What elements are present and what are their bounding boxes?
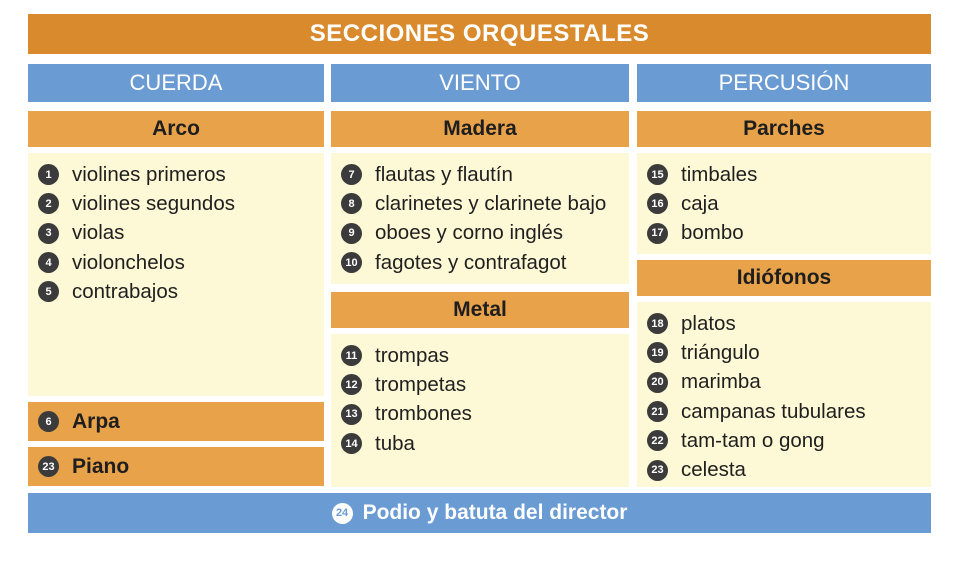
number-badge: 16 xyxy=(647,193,668,214)
instrument-label: oboes y corno inglés xyxy=(375,221,564,245)
instrument-label: tuba xyxy=(375,431,415,455)
list-item xyxy=(341,341,629,370)
number-badge: 20 xyxy=(647,372,668,393)
number-badge: 19 xyxy=(647,342,668,363)
list-item xyxy=(647,426,931,455)
number-badge: 7 xyxy=(341,164,362,185)
number-badge: 17 xyxy=(647,223,668,244)
footer-bar-podio xyxy=(28,493,931,533)
list-item xyxy=(341,248,629,277)
list-item xyxy=(341,160,629,189)
list-item xyxy=(341,219,629,248)
number-badge: 22 xyxy=(647,430,668,451)
instrument-label: trombones xyxy=(375,402,472,426)
group-heading-madera: Madera xyxy=(331,111,629,147)
number-badge: 23 xyxy=(38,456,59,477)
list-item xyxy=(647,455,931,484)
number-badge: 1 xyxy=(38,164,59,185)
list-item xyxy=(341,429,629,458)
instrument-label: violines segundos xyxy=(72,191,235,215)
list-item xyxy=(647,189,931,218)
list-item xyxy=(38,248,324,277)
list-item xyxy=(647,368,931,397)
column-heading-viento: VIENTO xyxy=(331,64,629,102)
group-heading-metal: Metal xyxy=(331,292,629,328)
list-arco xyxy=(28,153,324,396)
list-item xyxy=(38,189,324,218)
list-item xyxy=(647,160,931,189)
number-badge: 13 xyxy=(341,404,362,425)
group-heading-arco: Arco xyxy=(28,111,324,147)
instrument-label: Arpa xyxy=(72,409,120,433)
number-badge: 5 xyxy=(38,281,59,302)
instrument-label: clarinetes y clarinete bajo xyxy=(375,191,607,215)
group-heading-idiofonos: Idiófonos xyxy=(637,260,931,296)
instrument-label: violines primeros xyxy=(72,162,226,186)
list-item xyxy=(38,219,324,248)
instrument-label: violonchelos xyxy=(72,250,185,274)
instrument-label: timbales xyxy=(681,162,758,186)
instrument-label: trompetas xyxy=(375,372,467,396)
list-item xyxy=(647,309,931,338)
number-badge: 24 xyxy=(332,503,353,524)
list-madera xyxy=(331,153,629,284)
list-item xyxy=(647,219,931,248)
list-item xyxy=(38,277,324,306)
list-metal xyxy=(331,334,629,487)
number-badge: 15 xyxy=(647,164,668,185)
number-badge: 3 xyxy=(38,223,59,244)
list-item xyxy=(647,338,931,367)
number-badge: 21 xyxy=(647,401,668,422)
list-item xyxy=(647,397,931,426)
number-badge: 10 xyxy=(341,252,362,273)
instrument-label: violas xyxy=(72,221,125,245)
instrument-label: contrabajos xyxy=(72,279,178,303)
list-item xyxy=(341,189,629,218)
column-heading-percusion: PERCUSIÓN xyxy=(637,64,931,102)
instrument-label: tam-tam o gong xyxy=(681,428,825,452)
instrument-bar-piano xyxy=(28,447,324,486)
instrument-label: trompas xyxy=(375,343,450,367)
column-heading-cuerda: CUERDA xyxy=(28,64,324,102)
instrument-label: marimba xyxy=(681,370,761,394)
number-badge: 9 xyxy=(341,223,362,244)
list-item xyxy=(38,160,324,189)
number-badge: 2 xyxy=(38,193,59,214)
number-badge: 12 xyxy=(341,374,362,395)
main-title: SECCIONES ORQUESTALES xyxy=(28,14,931,54)
number-badge: 23 xyxy=(647,460,668,481)
list-item xyxy=(341,400,629,429)
instrument-label: campanas tubulares xyxy=(681,399,866,423)
instrument-bar-arpa xyxy=(28,402,324,441)
instrument-label: Piano xyxy=(72,454,130,478)
instrument-label: celesta xyxy=(681,458,746,482)
list-item xyxy=(341,370,629,399)
instrument-label: triángulo xyxy=(681,340,760,364)
instrument-label: caja xyxy=(681,191,719,215)
number-badge: 11 xyxy=(341,345,362,366)
number-badge: 18 xyxy=(647,313,668,334)
number-badge: 6 xyxy=(38,411,59,432)
group-heading-parches: Parches xyxy=(637,111,931,147)
number-badge: 4 xyxy=(38,252,59,273)
number-badge: 14 xyxy=(341,433,362,454)
footer-label: Podio y batuta del director xyxy=(362,501,628,524)
instrument-label: fagotes y contrafagot xyxy=(375,250,567,274)
number-badge: 8 xyxy=(341,193,362,214)
list-idiofonos xyxy=(637,302,931,487)
instrument-label: bombo xyxy=(681,221,744,245)
list-parches xyxy=(637,153,931,254)
instrument-label: flautas y flautín xyxy=(375,162,513,186)
instrument-label: platos xyxy=(681,311,736,335)
